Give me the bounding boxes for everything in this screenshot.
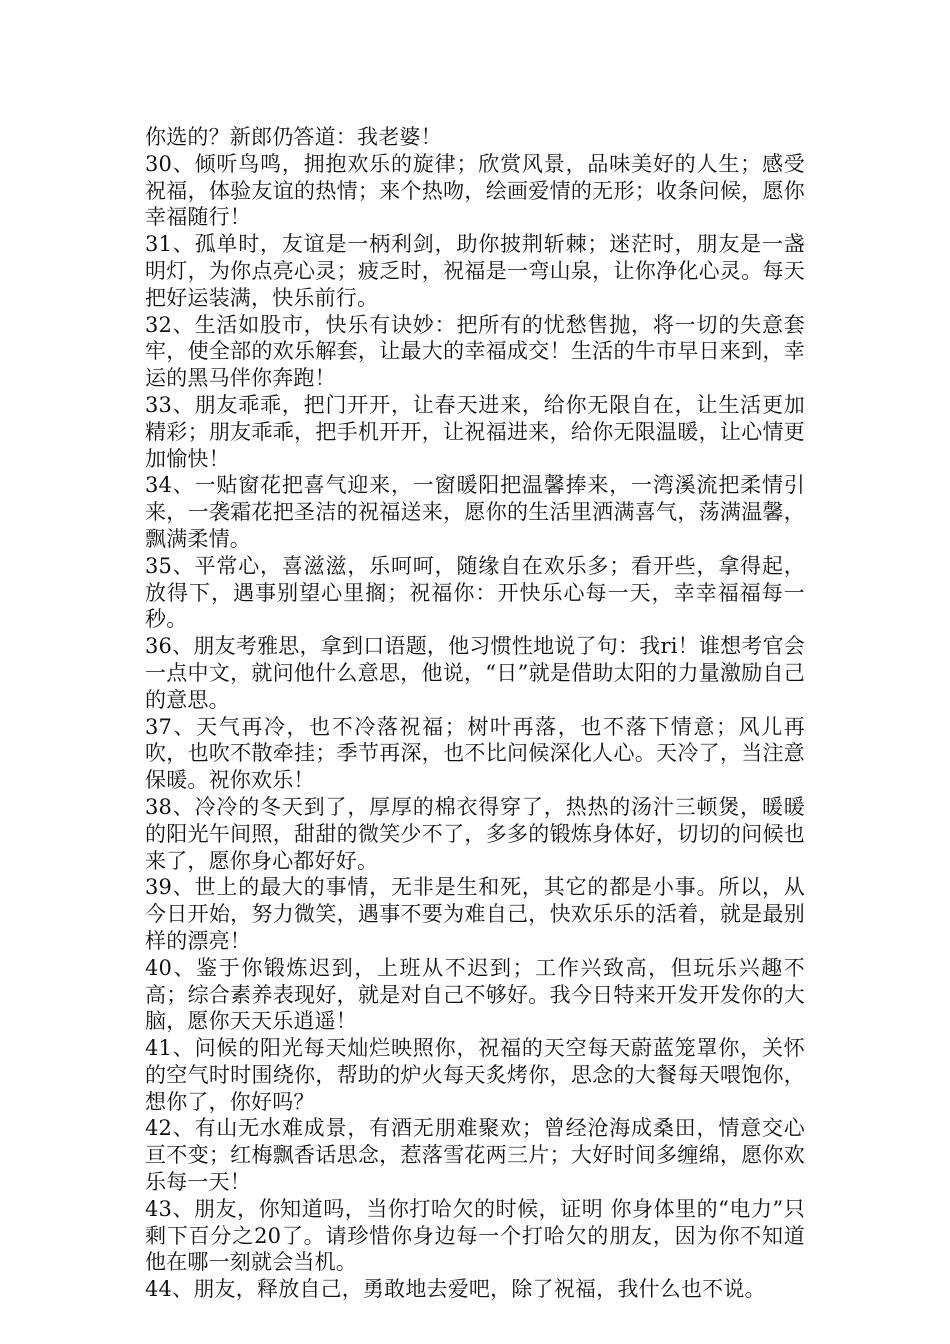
document-body — [145, 124, 805, 1303]
paragraph-35: 35、平常心，喜滋滋，乐呵呵，随缘自在欢乐多；看开些，拿得起，放得下，遇事别望心里搁；祝福你：开快乐心每一天，幸幸福福每一秒。 — [145, 553, 805, 632]
paragraph-42: 42、有山无水难成景，有酒无朋难聚欢；曾经沧海成桑田，情意交心亘不变；红梅飘香话思念，惹落雪花两三片；大好时间多缠绵，愿你欢乐每一天！ — [145, 1116, 805, 1195]
paragraph-44: 44、朋友，释放自己，勇敢地去爱吧，除了祝福，我什么也不说。 — [145, 1277, 766, 1302]
paragraph-33: 33、朋友乖乖，把门开开，让春天进来，给你无限自在，让生活更加精彩；朋友乖乖，把手机开开，让祝福进来，给你无限温暖，让心情更加愉快！ — [145, 392, 805, 471]
paragraph-37: 37、天气再冷，也不冷落祝福；树叶再落，也不落下情意；风儿再吹，也吹不散牵挂；季节再深，也不比问候深化人心。天冷了，当注意保暖。祝你欢乐！ — [145, 714, 805, 793]
paragraph-38: 38、冷冷的冬天到了，厚厚的棉衣得穿了，热热的汤汁三顿煲，暖暖的阳光午间照，甜甜的微笑少不了，多多的锻炼身体好，切切的问候也来了，愿你身心都好好。 — [145, 794, 805, 873]
paragraph-43: 43、朋友，你知道吗，当你打哈欠的时候，证明 你身体里的“电力”只剩下百分之20了。请珍惜你身边每一个打哈欠的朋友，因为你不知道他在哪一刻就会当机。 — [145, 1196, 805, 1275]
paragraph-31: 31、孤单时，友谊是一柄利剑，助你披荆斩棘；迷茫时，朋友是一盏明灯，为你点亮心灵；疲乏时，祝福是一弯山泉，让你净化心灵。每天把好运装满，快乐前行。 — [145, 232, 805, 310]
paragraph-32: 32、生活如股市，快乐有诀妙：把所有的忧愁售抛，将一切的失意套牢，使全部的欢乐解套，让最大的幸福成交！生活的牛市早日来到，幸运的黑马伴你奔跑！ — [145, 312, 805, 391]
paragraph-41: 41、问候的阳光每天灿烂映照你，祝福的天空每天蔚蓝笼罩你，关怀的空气时时围绕你，帮助的炉火每天炙烤你，思念的大餐每天喂饱你，想你了，你好吗？ — [145, 1036, 805, 1114]
paragraph-continuation: 你选的？新郎仍答道：我老婆！ — [145, 125, 442, 149]
paragraph-30: 30、倾听鸟鸣，拥抱欢乐的旋律；欣赏风景，品味美好的人生；感受祝福，体验友谊的热情；来个热吻，绘画爱情的无形；收条问候，愿你幸福随行！ — [145, 151, 805, 230]
paragraph-34: 34、一贴窗花把喜气迎来，一窗暖阳把温馨捧来，一湾溪流把柔情引来，一袭霜花把圣洁的祝福送来，愿你的生活里洒满喜气，荡满温馨，飘满柔情。 — [145, 473, 805, 551]
paragraph-40: 40、鉴于你锻炼迟到，上班从不迟到；工作兴致高，但玩乐兴趣不高；综合素养表现好，就是对自己不够好。我今日特来开发开发你的大脑，愿你天天乐逍遥！ — [145, 955, 805, 1034]
paragraph-36: 36、朋友考雅思，拿到口语题，他习惯性地说了句：我ri！谁想考官会一点中文，就问他什么意思，他说，“日”就是借助太阳的力量激励自己的意思。 — [145, 634, 805, 712]
paragraph-39: 39、世上的最大的事情，无非是生和死，其它的都是小事。所以，从今日开始，努力微笑，遇事不要为难自己，快欢乐乐的活着，就是最别样的漂亮！ — [145, 875, 805, 953]
